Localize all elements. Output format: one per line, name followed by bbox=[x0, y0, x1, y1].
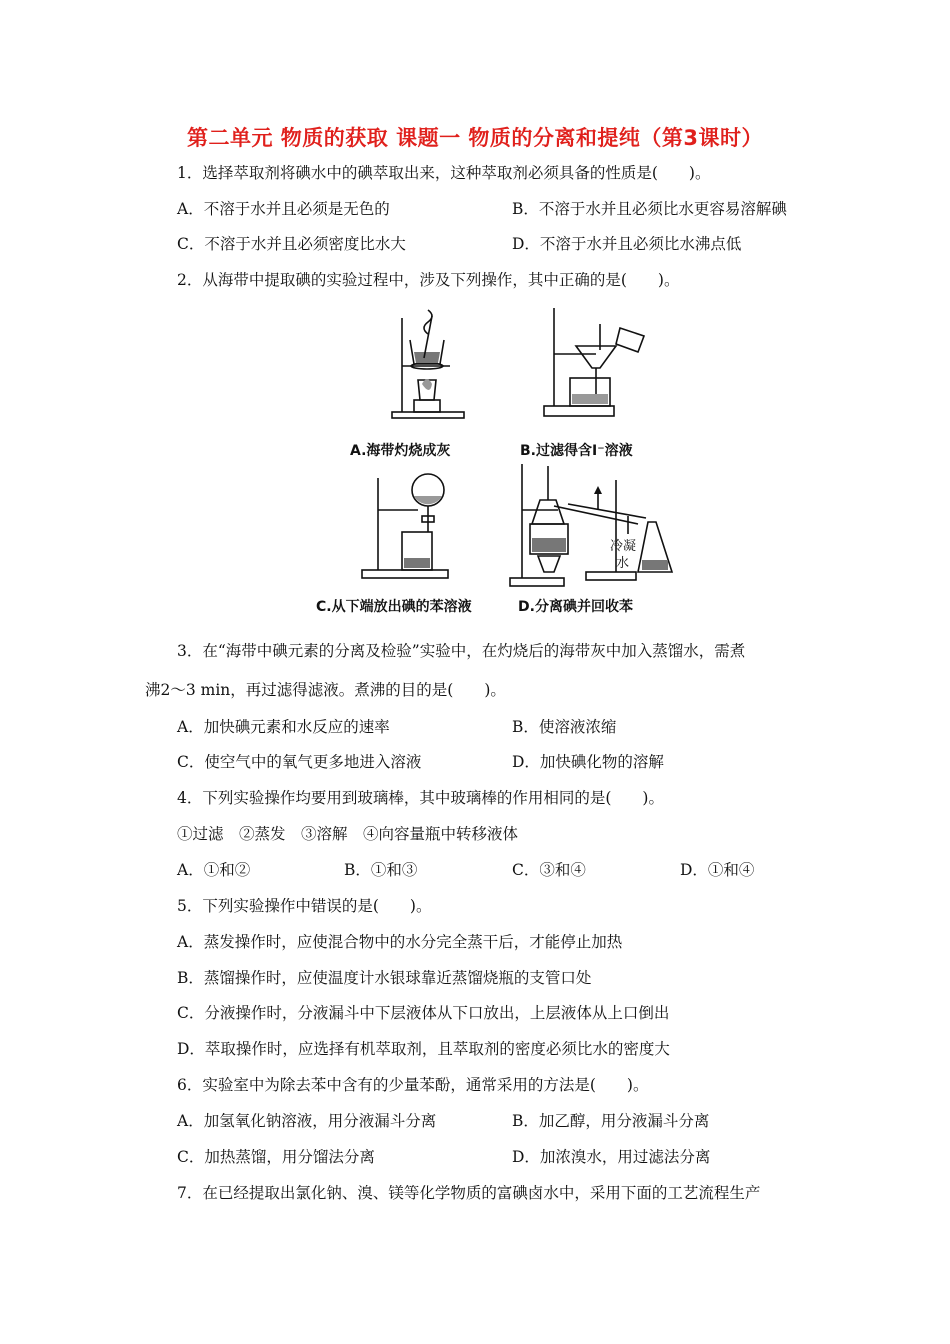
q6-option-c: C．加热蒸馏，用分馏法分离 bbox=[177, 1148, 375, 1166]
q3-option-a: A．加快碘元素和水反应的速率 bbox=[177, 718, 390, 736]
figure-d-distillation-apparatus bbox=[508, 460, 682, 588]
figure-d-label-water: 水 bbox=[616, 556, 630, 571]
q5-option-d: D．萃取操作时，应选择有机萃取剂，且萃取剂的密度必须比水的密度大 bbox=[177, 1040, 670, 1058]
question-1-stem: 1．选择萃取剂将碘水中的碘萃取出来，这种萃取剂必须具备的性质是( )。 bbox=[177, 164, 711, 182]
figure-b-filtration-apparatus bbox=[540, 306, 650, 420]
q6-option-a: A．加氢氧化钠溶液，用分液漏斗分离 bbox=[177, 1112, 437, 1130]
figure-d-label-condensing: 冷凝 bbox=[610, 539, 637, 554]
q1-option-a: A．不溶于水并且必须是无色的 bbox=[177, 200, 390, 218]
figure-d-caption: D.分离碘并回收苯 bbox=[518, 599, 633, 615]
q4-option-b: B．①和③ bbox=[344, 861, 418, 879]
question-4-stem: 4．下列实验操作均要用到玻璃棒，其中玻璃棒的作用相同的是( )。 bbox=[177, 789, 664, 807]
q5-option-a: A．蒸发操作时，应使混合物中的水分完全蒸干后，才能停止加热 bbox=[177, 933, 623, 951]
figure-b-caption: B.过滤得含I⁻溶液 bbox=[520, 443, 633, 459]
q1-option-b: B．不溶于水并且必须比水更容易溶解碘 bbox=[512, 200, 787, 218]
question-4-items: ①过滤 ②蒸发 ③溶解 ④向容量瓶中转移液体 bbox=[177, 825, 519, 843]
question-5-stem: 5．下列实验操作中错误的是( )。 bbox=[177, 897, 432, 915]
figure-a-crucible-apparatus bbox=[380, 308, 470, 420]
q6-option-d: D．加浓溴水，用过滤法分离 bbox=[512, 1148, 711, 1166]
question-6-stem: 6．实验室中为除去苯中含有的少量苯酚，通常采用的方法是( )。 bbox=[177, 1076, 649, 1094]
page-title: 第二单元 物质的获取 课题一 物质的分离和提纯（第3课时） bbox=[186, 126, 764, 150]
q4-option-a: A．①和② bbox=[177, 861, 251, 879]
question-3-stem-line2: 沸2～3 min，再过滤得滤液。煮沸的目的是( )。 bbox=[145, 681, 506, 699]
question-3-stem-line1: 3．在“海带中碘元素的分离及检验”实验中，在灼烧后的海带灰中加入蒸馏水，需煮 bbox=[177, 642, 746, 660]
q1-option-d: D．不溶于水并且必须比水沸点低 bbox=[512, 235, 742, 253]
q1-option-c: C．不溶于水并且必须密度比水大 bbox=[177, 235, 406, 253]
q5-option-b: B．蒸馏操作时，应使温度计水银球靠近蒸馏烧瓶的支管口处 bbox=[177, 969, 592, 987]
q6-option-b: B．加乙醇，用分液漏斗分离 bbox=[512, 1112, 710, 1130]
figure-c-separatory-funnel bbox=[358, 470, 458, 582]
figure-c-caption: C.从下端放出碘的苯溶液 bbox=[316, 599, 472, 615]
q3-option-c: C．使空气中的氧气更多地进入溶液 bbox=[177, 753, 422, 771]
q4-option-c: C．③和④ bbox=[512, 861, 586, 879]
question-7-stem: 7．在已经提取出氯化钠、溴、镁等化学物质的富碘卤水中，采用下面的工艺流程生产 bbox=[177, 1184, 761, 1202]
question-2-stem: 2．从海带中提取碘的实验过程中，涉及下列操作，其中正确的是( )。 bbox=[177, 271, 680, 289]
figure-a-caption: A.海带灼烧成灰 bbox=[350, 443, 451, 459]
q4-option-d: D．①和④ bbox=[680, 861, 755, 879]
q3-option-b: B．使溶液浓缩 bbox=[512, 718, 617, 736]
q3-option-d: D．加快碘化物的溶解 bbox=[512, 753, 664, 771]
q5-option-c: C．分液操作时，分液漏斗中下层液体从下口放出，上层液体从上口倒出 bbox=[177, 1004, 670, 1022]
